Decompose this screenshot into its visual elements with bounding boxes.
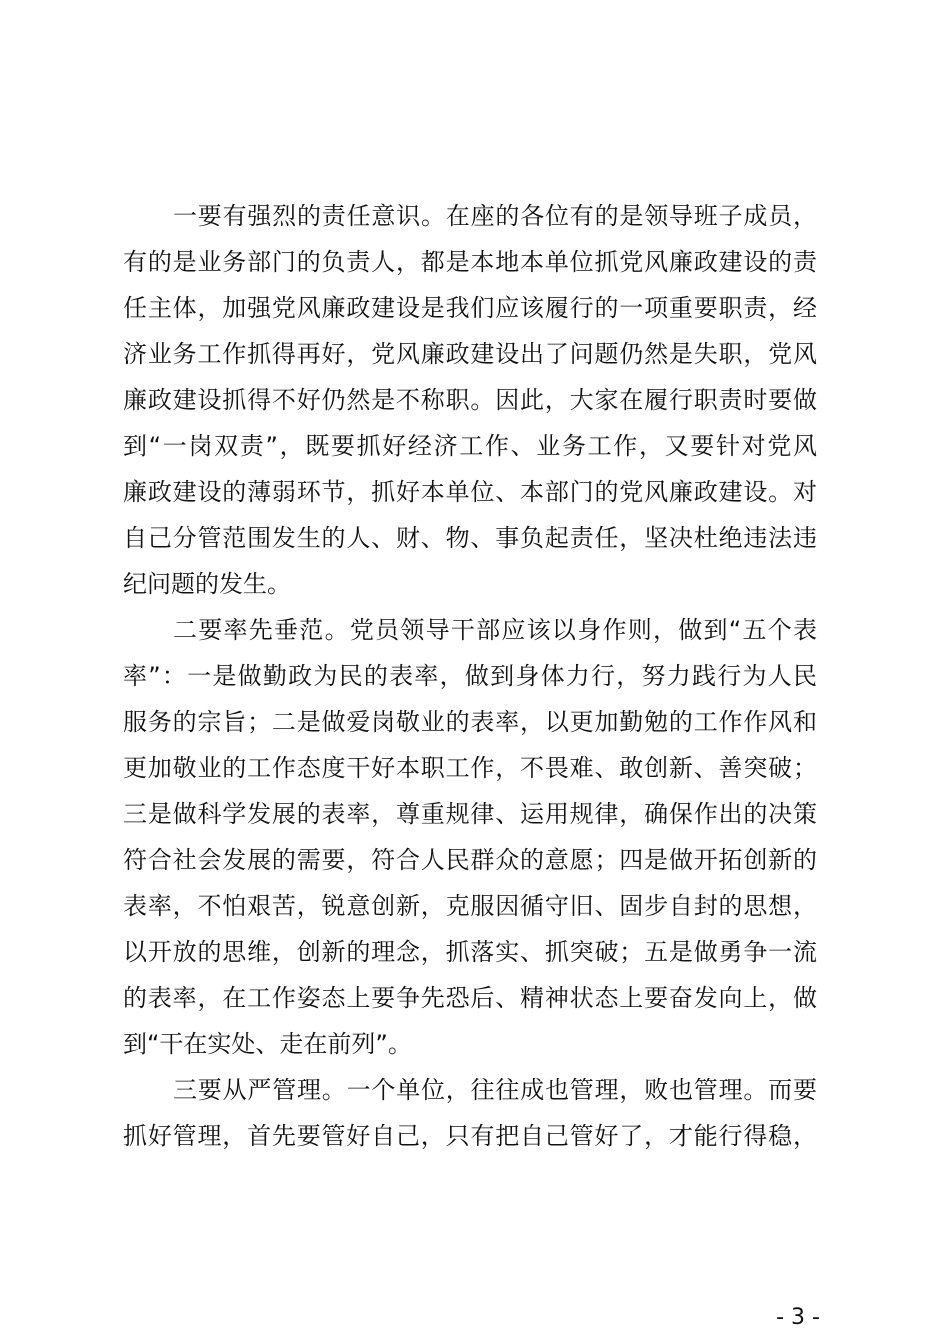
paragraph-line: 廉政建设抓得不好仍然是不称职。因此，大家在履行职责时要做 bbox=[123, 386, 817, 414]
page-number: - 3 - bbox=[776, 1305, 820, 1330]
paragraph-line: 三要从严管理。一个单位，往往成也管理，败也管理。而要 bbox=[173, 1076, 817, 1104]
paragraph-line: 济业务工作抓得再好，党风廉政建设出了问题仍然是失职，党风 bbox=[123, 340, 817, 368]
paragraph-line: 率”：一是做勤政为民的表率，做到身体力行，努力践行为人民 bbox=[123, 662, 817, 690]
paragraph-line: 自己分管范围发生的人、财、物、事负起责任，坚决杜绝违法违 bbox=[123, 524, 817, 552]
document-body bbox=[123, 193, 817, 1159]
paragraph-1 bbox=[123, 193, 817, 607]
paragraph-line: 到“干在实处、走在前列”。 bbox=[123, 1030, 412, 1058]
paragraph-line: 服务的宗旨；二是做爱岗敬业的表率，以更加勤勉的工作作风和 bbox=[123, 708, 817, 736]
paragraph-line: 二要率先垂范。党员领导干部应该以身作则，做到“五个表 bbox=[173, 616, 817, 644]
paragraph-line: 任主体，加强党风廉政建设是我们应该履行的一项重要职责，经 bbox=[123, 294, 817, 322]
paragraph-3 bbox=[123, 1067, 817, 1159]
paragraph-line: 的表率，在工作姿态上要争先恐后、精神状态上要奋发向上，做 bbox=[123, 984, 817, 1012]
paragraph-line: 抓好管理，首先要管好自己，只有把自己管好了，才能行得稳， bbox=[123, 1122, 817, 1150]
paragraph-line: 符合社会发展的需要，符合人民群众的意愿；四是做开拓创新的 bbox=[123, 846, 817, 874]
paragraph-line: 廉政建设的薄弱环节，抓好本单位、本部门的党风廉政建设。对 bbox=[123, 478, 817, 506]
paragraph-line: 更加敬业的工作态度干好本职工作，不畏难、敢创新、善突破； bbox=[123, 754, 817, 782]
paragraph-line: 以开放的思维，创新的理念，抓落实、抓突破；五是做勇争一流 bbox=[123, 938, 817, 966]
paragraph-line: 三是做科学发展的表率，尊重规律、运用规律，确保作出的决策 bbox=[123, 800, 817, 828]
paragraph-line: 表率，不怕艰苦，锐意创新，克服因循守旧、固步自封的思想， bbox=[123, 892, 817, 920]
paragraph-2 bbox=[123, 607, 817, 1067]
paragraph-line: 纪问题的发生。 bbox=[123, 570, 291, 598]
paragraph-line: 一要有强烈的责任意识。在座的各位有的是领导班子成员， bbox=[173, 202, 817, 230]
paragraph-line: 有的是业务部门的负责人，都是本地本单位抓党风廉政建设的责 bbox=[123, 248, 817, 276]
paragraph-line: 到“一岗双责”，既要抓好经济工作、业务工作，又要针对党风 bbox=[123, 432, 817, 460]
